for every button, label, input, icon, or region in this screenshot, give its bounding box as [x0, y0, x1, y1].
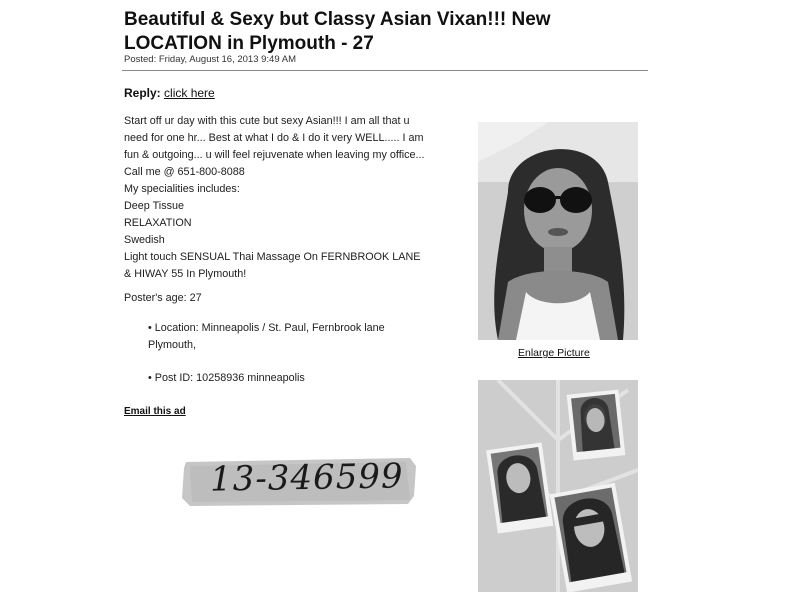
body-line: & HIWAY 55 In Plymouth!: [124, 268, 247, 280]
body-line: Deep Tissue: [124, 200, 185, 212]
title-line-2: LOCATION in Plymouth - 27: [124, 33, 374, 54]
location-line-1: • Location: Minneapolis / St. Paul, Fernbrook lane: [148, 322, 385, 334]
enlarge-picture-link[interactable]: Enlarge Picture: [518, 347, 590, 359]
email-ad-link[interactable]: Email this ad: [124, 406, 186, 417]
location-line-2: Plymouth,: [148, 339, 197, 351]
reply-row: [124, 86, 215, 100]
body-line: need for one hr... Best at what I do & I do it very WELL..... I am: [124, 132, 424, 144]
main-photo-image: [478, 122, 638, 340]
listing-details: [148, 320, 448, 387]
body-line: RELAXATION: [124, 217, 192, 229]
listing-body: [124, 113, 460, 283]
reply-label: Reply:: [124, 86, 161, 100]
handwritten-number: 13-346599: [209, 456, 404, 500]
body-line: Start off ur day with this cute but sexy Asian!!! I am all that u: [124, 115, 410, 127]
header-divider: [122, 70, 648, 71]
body-line: My specialities includes:: [124, 183, 240, 195]
body-line: Call me @ 651-800-8088: [124, 166, 245, 178]
listing-title: [124, 8, 604, 56]
collage-image: [478, 380, 638, 592]
posted-date: Posted: Friday, August 16, 2013 9:49 AM: [124, 54, 296, 65]
reply-link[interactable]: click here: [164, 86, 215, 100]
body-line: Light touch SENSUAL Thai Massage On FERNBROOK LANE: [124, 251, 421, 263]
location-item: [148, 320, 448, 354]
collage-photo: [478, 380, 638, 592]
handwritten-number-stamp: [180, 452, 420, 510]
poster-age: Poster's age: 27: [124, 292, 202, 304]
main-photo[interactable]: [478, 122, 638, 340]
body-line: fun & outgoing... u will feel rejuvenate when leaving my office...: [124, 149, 425, 161]
body-line: Swedish: [124, 234, 165, 246]
post-id-item: • Post ID: 10258936 minneapolis: [148, 372, 305, 384]
title-line-1: Beautiful & Sexy but Classy Asian Vixan!!! New: [124, 9, 551, 30]
